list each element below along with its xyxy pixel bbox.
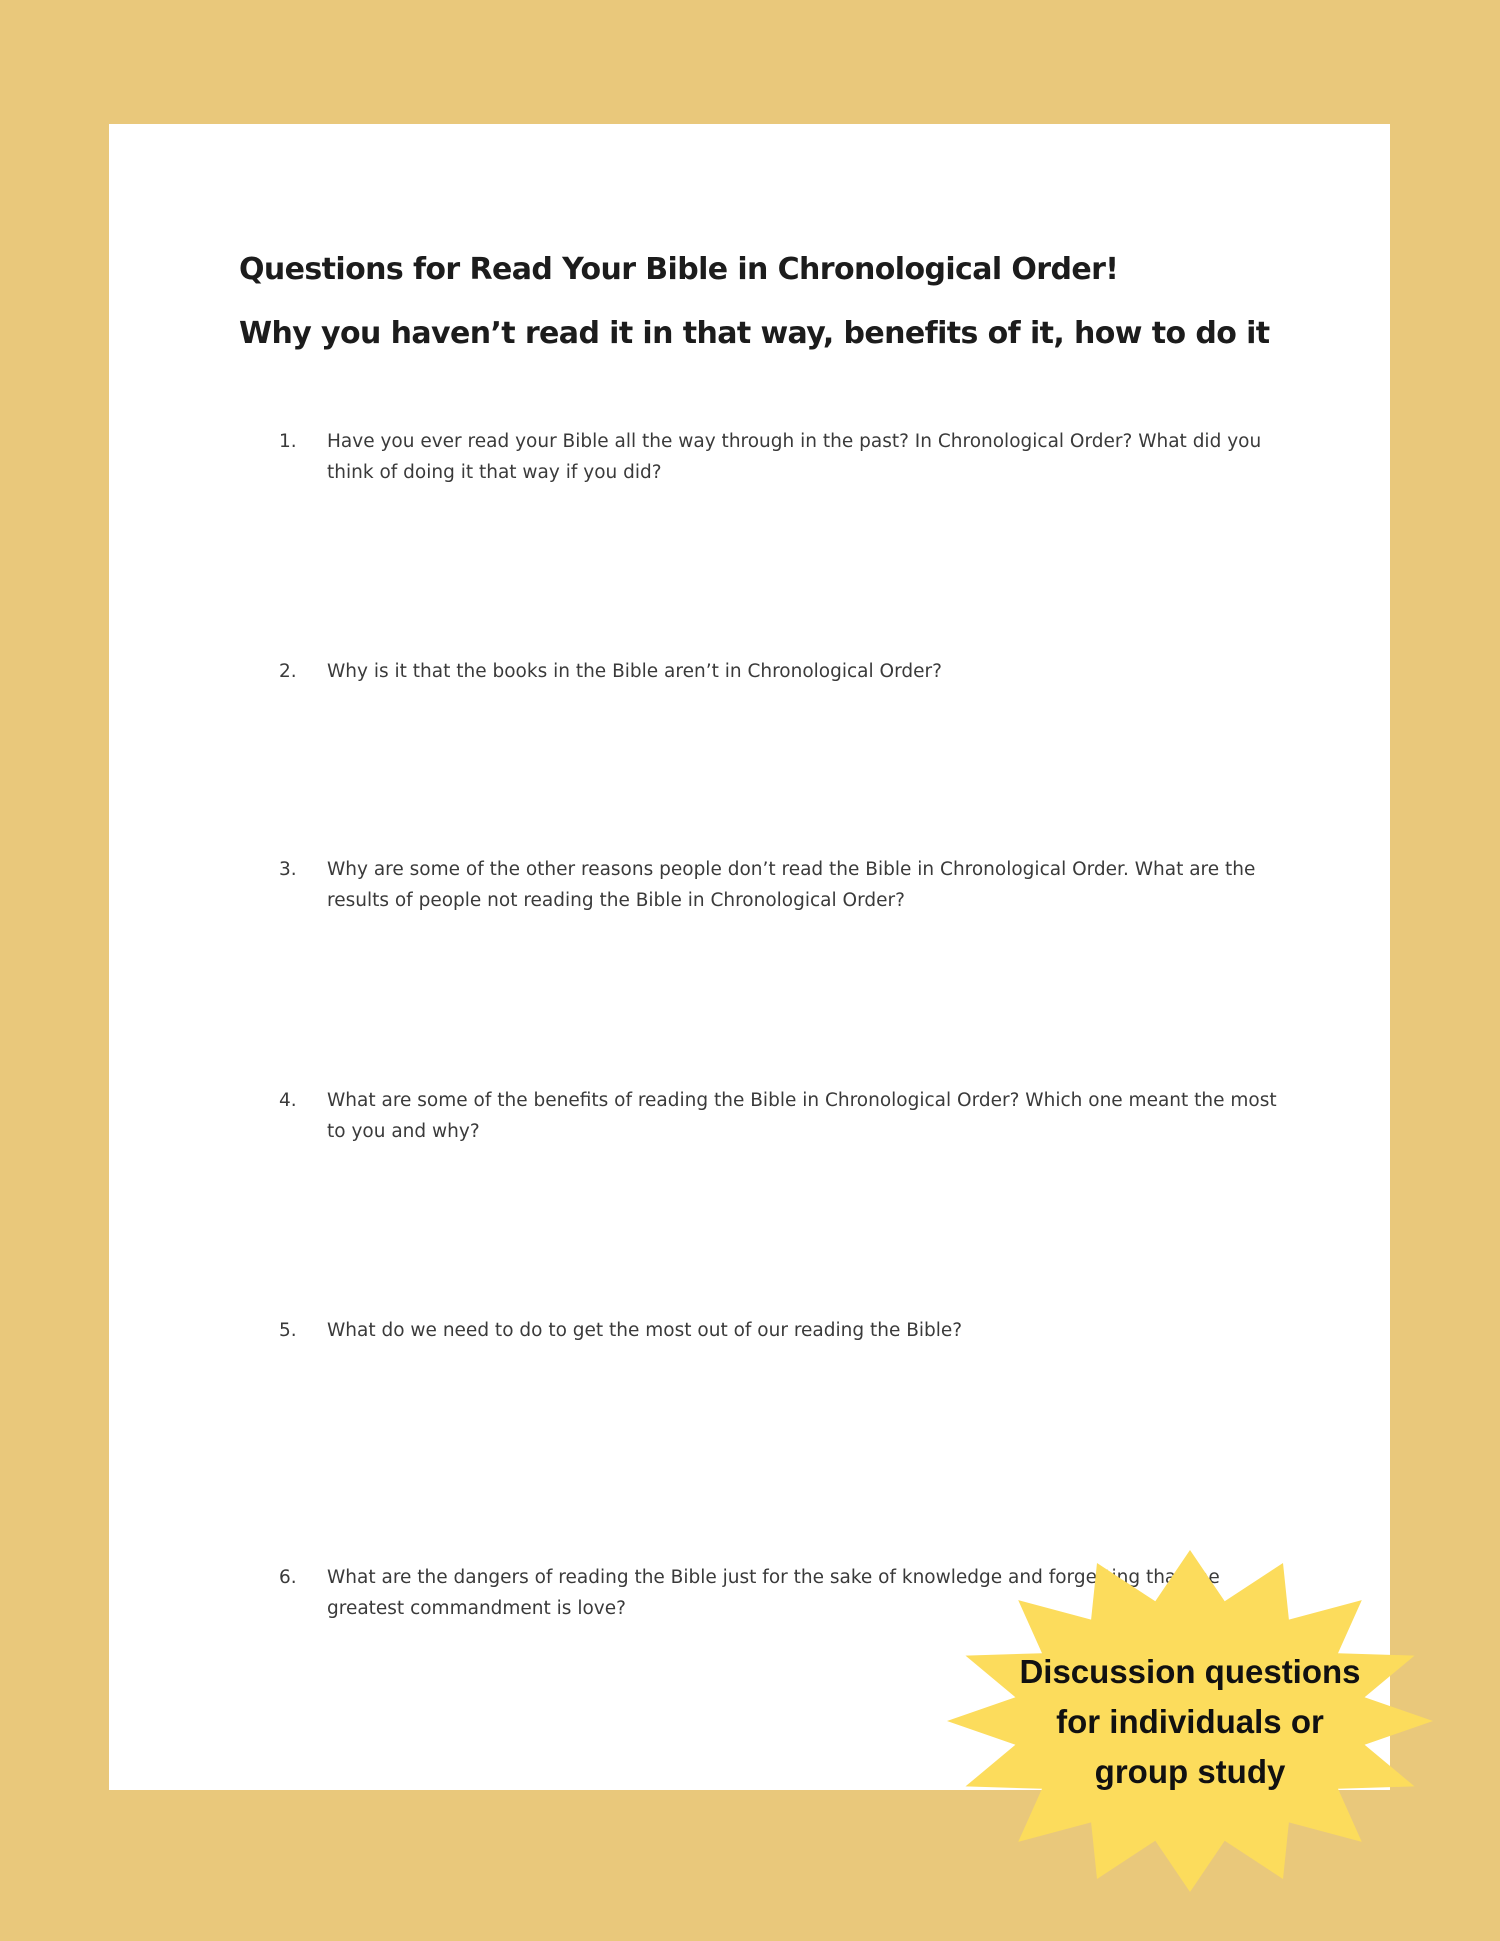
badge-line: group study [1094, 1753, 1286, 1790]
question-item [279, 1085, 1279, 1147]
badge-text [1005, 1647, 1375, 1797]
worksheet-subtitle: Why you haven’t read it in that way, benefits of it, how to do it [239, 316, 1270, 351]
question-number: 3. [279, 859, 297, 880]
question-item [279, 656, 1279, 687]
worksheet-title: Questions for Read Your Bible in Chronological Order! [239, 252, 1119, 287]
starburst-badge [945, 1549, 1435, 1894]
question-number: 1. [279, 431, 297, 452]
badge-line: Discussion questions [1019, 1653, 1361, 1690]
question-item [279, 854, 1279, 916]
question-text: What are the dangers of reading the Bible just for the sake of knowledge and forgetting that the greatest commandment is love? [327, 1567, 1220, 1619]
badge-line: for individuals or [1056, 1703, 1324, 1740]
question-number: 2. [279, 661, 297, 682]
worksheet-page [109, 124, 1390, 1790]
question-text: Why is it that the books in the Bible aren’t in Chronological Order? [327, 661, 942, 682]
question-text: What are some of the benefits of reading the Bible in Chronological Order? Which one meant the most to you and why? [327, 1090, 1277, 1142]
question-number: 6. [279, 1567, 297, 1588]
question-number: 5. [279, 1320, 297, 1341]
question-number: 4. [279, 1090, 297, 1111]
question-text: Have you ever read your Bible all the way through in the past? In Chronological Order? What did you think of doing it that way if you did? [327, 431, 1262, 483]
question-text: What do we need to do to get the most out of our reading the Bible? [327, 1320, 963, 1341]
question-item [279, 1315, 1279, 1346]
question-text: Why are some of the other reasons people don’t read the Bible in Chronological Order. What are the results of people not reading the Bible in Chronological Order? [327, 859, 1256, 911]
question-item [279, 426, 1279, 488]
